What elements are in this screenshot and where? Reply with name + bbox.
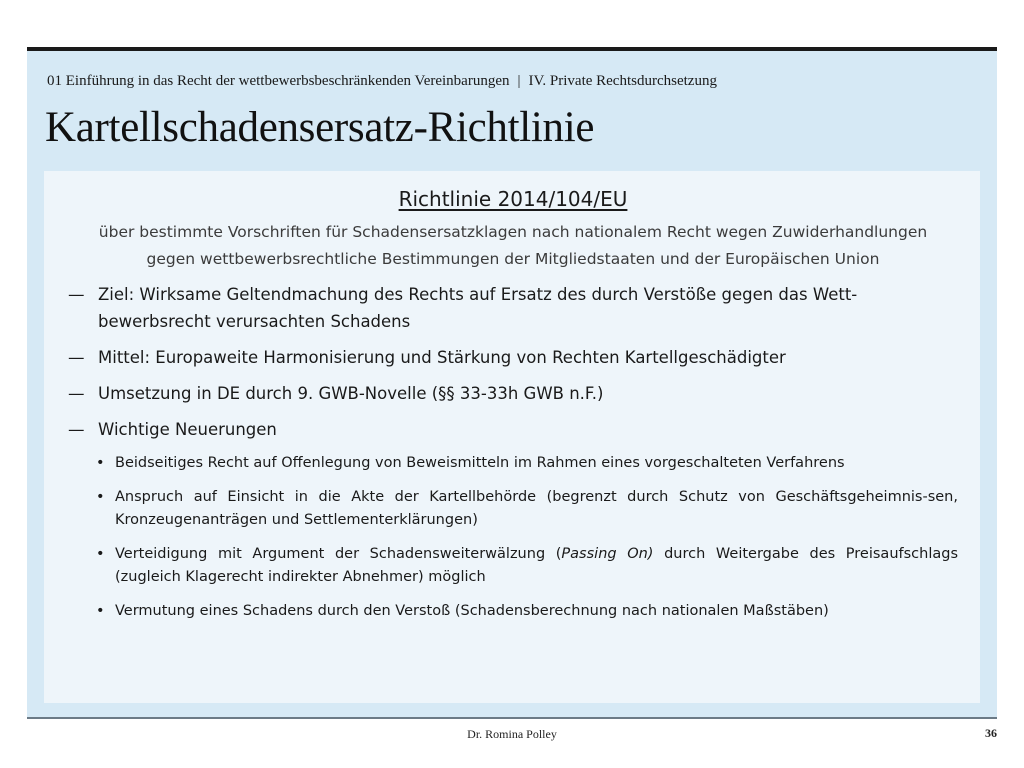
- breadcrumb-section: 01 Einführung in das Recht der wettbewerbsbeschränkenden Vereinbarungen: [47, 73, 510, 89]
- bullet-item-text-before: Verteidigung mit Argument der Schadensweiterwälzung (: [115, 546, 562, 562]
- bullet-list: [96, 452, 958, 623]
- bullet-item: [96, 543, 958, 589]
- dash-item-text: Wichtige Neuerungen: [98, 420, 277, 439]
- dash-marker: —: [68, 348, 85, 367]
- dash-item-goal: [68, 281, 958, 335]
- bullet-marker: •: [96, 489, 105, 505]
- passing-on-term: Passing On): [561, 546, 654, 562]
- bullet-marker: •: [96, 455, 105, 471]
- dash-item-implementation: [68, 380, 958, 407]
- bullet-item: [96, 486, 958, 532]
- slide-title: Kartellschadensersatz-Richtlinie: [45, 104, 595, 151]
- dash-marker: —: [68, 285, 85, 304]
- bullet-marker: •: [96, 603, 105, 619]
- directive-title: Richtlinie 2014/104/EU: [398, 187, 628, 211]
- dash-item-text: Ziel: Wirksame Geltendmachung des Rechts auf Ersatz des durch Verstöße gegen das Wett-bewerbsrecht verursachten Schadens: [98, 285, 858, 331]
- bullet-item-text-after: durch Weitergabe des Preisaufschlags (zugleich Klagerecht indirekter Abnehmer) möglich: [115, 546, 958, 585]
- dash-marker: —: [68, 384, 85, 403]
- dash-item-text: Mittel: Europaweite Harmonisierung und Stärkung von Rechten Kartellgeschädigter: [98, 348, 786, 367]
- bullet-item: [96, 600, 958, 623]
- bullet-item-text: Vermutung eines Schadens durch den Verstoß (Schadensberechnung nach nationalen Maßstäben): [115, 603, 829, 619]
- bullet-marker: •: [96, 546, 105, 562]
- breadcrumb-separator: |: [517, 73, 521, 89]
- dash-item-means: [68, 344, 958, 371]
- dash-list: [68, 281, 958, 443]
- breadcrumb-subsection: IV. Private Rechtsdurchsetzung: [528, 73, 717, 89]
- directive-subtitle: über bestimmte Vorschriften für Schadensersatzklagen nach nationalem Recht wegen Zuwiderhandlungen gegen wettbewerbsrechtliche Bestimmungen der Mitgliedstaaten und der Europäischen Union: [98, 223, 928, 268]
- bullet-item-text: Beidseitiges Recht auf Offenlegung von Beweismitteln im Rahmen eines vorgeschalteten Verfahrens: [115, 455, 845, 471]
- dash-item-innovations: [68, 416, 958, 443]
- dash-item-text: Umsetzung in DE durch 9. GWB-Novelle (§§ 33-33h GWB n.F.): [98, 384, 604, 403]
- content-box: [44, 171, 980, 703]
- slide-frame: [27, 47, 997, 719]
- dash-marker: —: [68, 420, 85, 439]
- bullet-item-text: Anspruch auf Einsicht in die Akte der Kartellbehörde (begrenzt durch Schutz von Geschäftsgeheimnis-sen, Kronzeugenanträgen und Settlementerklärungen): [115, 489, 958, 528]
- footer-author: Dr. Romina Polley: [467, 727, 557, 741]
- breadcrumb: [47, 73, 717, 90]
- bullet-item: [96, 452, 958, 475]
- page-number: 36: [985, 726, 997, 740]
